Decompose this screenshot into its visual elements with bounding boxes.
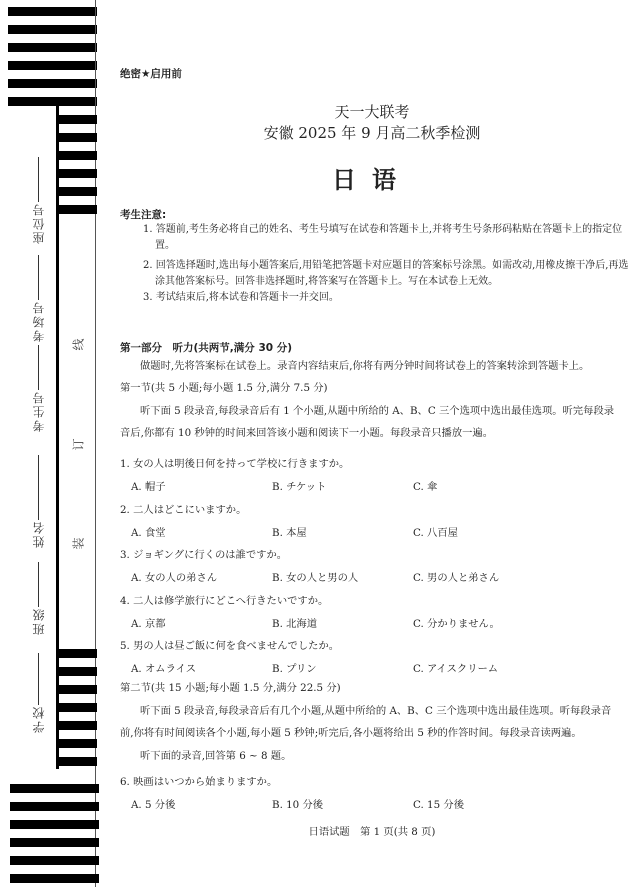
option-c: C. 分かりません。: [413, 618, 500, 630]
section1-title: 第一节(共 5 小题;每小题 1.5 分,满分 7.5 分): [120, 382, 328, 394]
option-b: B. 北海道: [272, 618, 318, 630]
option-b: B. チケット: [272, 481, 327, 493]
stripe-decoration: [59, 757, 97, 766]
section2-instructions: 听下面 5 段录音,每段录音后有几个小题,从题中所给的 A、B、C 三个选项中选出最佳选项。听每段录音前,你将有时间阅读各个小题,每小题 5 秒钟;听完后,各小题将给出 5 秒的作答时间。每段录音读两遍。: [120, 705, 612, 739]
fill-line: [38, 157, 39, 202]
notice-item: 3. 考试结束后,将本试卷和答题卡一并交回。: [143, 292, 339, 303]
field-label: 座位号: [31, 202, 46, 244]
option-a: A. 食堂: [131, 527, 166, 539]
section2-title: 第二节(共 15 小题;每小题 1.5 分,满分 22.5 分): [120, 682, 341, 694]
class-field[interactable]: [28, 562, 48, 635]
seat-number-field[interactable]: [28, 157, 48, 244]
stripe-decoration: [10, 802, 99, 811]
school-field[interactable]: [28, 653, 48, 733]
option-b: B. 本屋: [272, 527, 307, 539]
stripe-decoration: [8, 97, 97, 106]
stripe-decoration: [59, 685, 97, 694]
stripe-decoration: [8, 43, 97, 52]
option-c: C. 15 分後: [413, 799, 465, 811]
stripe-decoration: [10, 874, 99, 883]
option-c: C. 男の人と弟さん: [413, 572, 500, 584]
field-label: 姓名: [31, 520, 46, 548]
stripe-decoration: [8, 7, 97, 16]
section1-instructions: 听下面 5 段录音,每段录音后有 1 个小题,从题中所给的 A、B、C 三个选项中选出最佳选项。听完每段录音后,你都有 10 秒钟的时间来回答该小题和阅读下一小题。每段录音只播放一遍。: [120, 405, 615, 439]
stripe-decoration: [59, 151, 97, 160]
stripe-decoration: [10, 856, 99, 865]
stripe-decoration: [59, 133, 97, 142]
question-2: 2. 二人はどこにいますか。: [120, 504, 247, 516]
option-a: A. 女の人の弟さん: [131, 572, 218, 584]
option-c: C. 傘: [413, 481, 438, 493]
fill-line: [38, 455, 39, 520]
org-title: 天一大联考: [334, 103, 410, 121]
option-a: A. 京都: [131, 618, 166, 630]
binding-char-bind: 装: [71, 537, 86, 550]
fill-line: [38, 653, 39, 705]
stripe-decoration: [8, 79, 97, 88]
field-label: 学校: [31, 705, 46, 733]
stripe-decoration: [59, 649, 97, 658]
notice-item: 2. 回答选择题时,选出每小题答案后,用铅笔把答题卡对应题目的答案标号涂黑。如需改动,用橡皮擦干净后,再选涂其他答案标号。回答非选择题时,将答案写在答题卡上。写在本试卷上无效。: [143, 260, 629, 287]
option-c: C. 八百屋: [413, 527, 458, 539]
option-b: B. プリン: [272, 663, 317, 675]
stripe-decoration: [10, 838, 99, 847]
question-6: 6. 映画はいつから始まりますか。: [120, 776, 278, 788]
name-field[interactable]: [28, 455, 48, 548]
student-id-field[interactable]: [28, 345, 48, 432]
question-3: 3. ジョギングに行くのは誰ですか。: [120, 549, 288, 561]
option-a: A. 帽子: [131, 481, 166, 493]
stripe-decoration: [10, 784, 99, 793]
stripe-decoration: [59, 721, 97, 730]
stripe-decoration: [59, 739, 97, 748]
stripe-decoration: [8, 61, 97, 70]
option-a: A. オムライス: [131, 663, 197, 675]
field-label: 班级: [31, 607, 46, 635]
section2-sub-instruction: 听下面的录音,回答第 6 ~ 8 题。: [140, 750, 292, 762]
field-label: 考生号: [31, 390, 46, 432]
stripe-decoration: [59, 187, 97, 196]
notice-item: 1. 答题前,考生务必将自己的姓名、考生号填写在试卷和答题卡上,并将考生号条形码粘贴在答题卡上的指定位置。: [143, 224, 623, 251]
question-5: 5. 男の人は昼ご飯に何を食べませんでしたか。: [120, 640, 340, 652]
stripe-decoration: [10, 820, 99, 829]
fill-line: [38, 562, 39, 607]
subject-title: 日语: [332, 166, 412, 194]
question-1: 1. 女の人は明後日何を持って学校に行きますか。: [120, 458, 350, 470]
part1-title: 第一部分 听力(共两节,满分 30 分): [120, 342, 293, 354]
binding-char-line: 线: [71, 338, 86, 351]
stripe-decoration: [59, 667, 97, 676]
fill-line: [38, 255, 39, 300]
option-c: C. アイスクリーム: [413, 663, 499, 675]
stripe-decoration: [59, 703, 97, 712]
field-label: 考场号: [31, 300, 46, 342]
option-b: B. 女の人と男の人: [272, 572, 359, 584]
confidential-label: 绝密★启用前: [120, 68, 182, 80]
question-4: 4. 二人は修学旅行にどこへ行きたいですか。: [120, 595, 329, 607]
option-a: A. 5 分後: [131, 799, 176, 811]
notice-title: 考生注意:: [120, 209, 167, 221]
stripe-decoration: [59, 205, 97, 214]
stripe-decoration: [59, 115, 97, 124]
exam-room-field[interactable]: [28, 255, 48, 342]
binding-char-staple: 订: [71, 438, 86, 451]
part1-intro: 做题时,先将答案标在试卷上。录音内容结束后,你将有两分钟时间将试卷上的答案转涂到答题卡上。: [140, 360, 590, 372]
option-b: B. 10 分後: [272, 799, 324, 811]
exam-title: 安徽 2025 年 9 月高二秋季检测: [263, 124, 481, 142]
stripe-decoration: [8, 25, 97, 34]
fill-line: [38, 345, 39, 390]
stripe-decoration: [59, 169, 97, 178]
page-footer: 日语试题 第 1 页(共 8 页): [308, 826, 436, 838]
